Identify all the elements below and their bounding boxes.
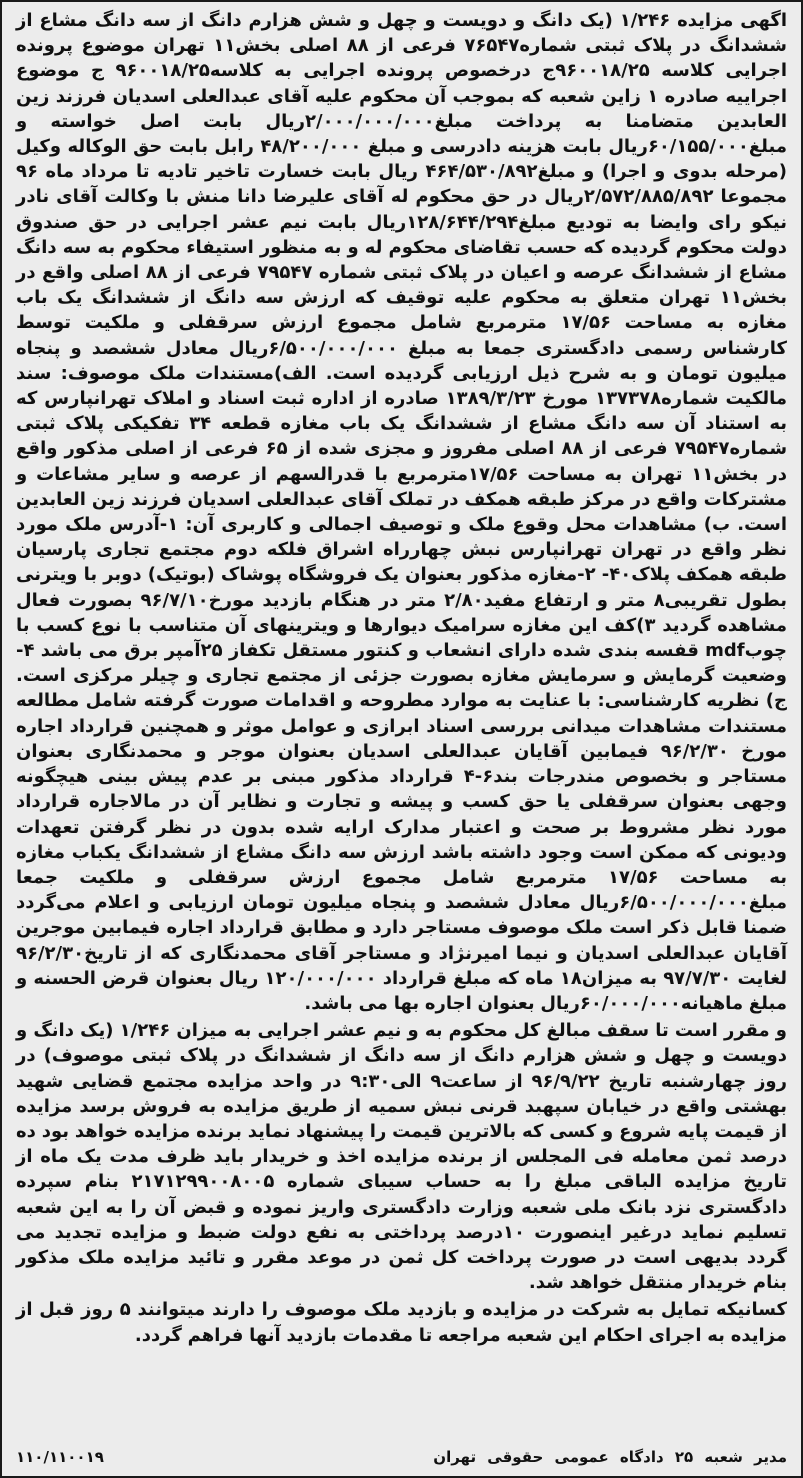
signature-line: مدیر شعبه ۲۵ دادگاه عمومی حقوقی تهران <box>433 1448 787 1466</box>
notice-footer <box>16 1448 787 1466</box>
notice-paragraph-terms: و مقرر است تا سقف مبالغ کل محکوم به و نیم عشر اجرایی به میزان ۱/۲۴۶ (یک دانگ و دویست و چهل و شش هزارم دانگ از سه دانگ از ششدانگ در پلاک ثبتی موصوف) در روز چهارشنبه تاریخ ۹۶/۹/۲۲ از ساعت۹ الی۹:۳۰ در واحد مزایده مجتمع قضایی شهید بهشتی واقع در خیابان سپهبد قرنی نبش سمیه از طریق مزایده به فروش برسد مزایده از قیمت پایه شروع و کسی که بالاترین قیمت را پیشنهاد نماید برنده مزایده خواهد بود ده درصد ثمن معامله فی المجلس از برنده مزایده اخذ و خریدار باید ظرف مدت یک ماه از تاریخ مزایده الباقی مبلغ را به حساب سیبای شماره ۲۱۷۱۲۹۹۰۰۸۰۰۵ بنام سپرده دادگستری نزد بانک ملی شعبه وزارت دادگستری واریز نموده و قبض آن را به این شعبه تسلیم نماید درغیر اینصورت ۱۰درصد پرداختی به نفع دولت ضبط و مزایده تجدید می گردد بدیهی است در صورت پرداخت کل ثمن در موعد مقرر و تائید مزایده ملک مذکور بنام خریدار منتقل خواهد شد. <box>16 1020 787 1294</box>
notice-paragraph-main: اگهی مزایده ۱/۲۴۶ (یک دانگ و دویست و چهل و شش هزارم دانگ از سه دانگ مشاع از ششدانگ در پلاک ثبتی شماره۷۶۵۴۷ فرعی از ۸۸ اصلی بخش۱۱ تهران موضوع پرونده اجرایی کلاسه ۹۶۰۰۱۸/۲۵ج درخصوص پرونده اجرایی به کلاسه۹۶۰۰۱۸/۲۵ ج موضوع اجراییه صادره ۱ زاین شعبه که بموجب آن محکوم علیه آقای عبدالعلی اسدیان فرزند زین العابدین متضامنا به پرداخت مبلغ۲/۰۰۰/۰۰۰/۰۰۰ریال بابت اصل خواسته و مبلغ۶۰/۱۵۵/۰۰۰ریال بابت هزینه دادرسی و مبلغ ۴۸/۲۰۰/۰۰۰ رابل بابت حق الوکاله وکیل (مرحله بدوی و اجرا) و مبلغ۴۶۴/۵۳۰/۸۹۲ ریال بابت خسارت تاخیر تادیه تا مرداد ماه ۹۶ مجموعا ۲/۵۷۲/۸۸۵/۸۹۲ریال در حق محکوم له آقای علیرضا دانا منش با وکالت آقای نادر نیکو رای وایضا به تودیع مبلغ۱۲۸/۶۴۴/۲۹۴ریال بابت نیم عشر اجرایی در حق صندوق دولت محکوم گردیده که حسب تقاضای محکوم له و به منظور استیفاء محکوم به سه دانگ مشاع از ششدانگ عرصه و اعیان در پلاک ثبتی شماره ۷۹۵۴۷ فرعی از ۸۸ اصلی واقع در بخش۱۱ تهران متعلق به محکوم علیه توقیف که ارزش سه دانگ از ششدانگ یک باب مغازه به مساحت ۱۷/۵۶ مترمربع شامل مجموع ارزش سرقفلی و ملکیت توسط کارشناس رسمی دادگستری جمعا به مبلغ ۶/۵۰۰/۰۰۰/۰۰۰ریال معادل ششصد و پنجاه میلیون تومان و به شرح ذیل ارزیابی گردیده است. الف)مستندات ملک موصوف: سند مالکیت شماره۱۳۷۳۷۸ مورخ ۱۳۸۹/۳/۲۳ صادره از اداره ثبت اسناد و املاک تهرانپارس که به استناد آن سه دانگ مشاع از ششدانگ یک باب مغازه قطعه ۳۴ تفکیکی پلاک ثبتی شماره۷۹۵۴۷ فرعی از ۸۸ اصلی مفروز و مجزی شده از ۶۵ فرعی از اصلی مذکور واقع در بخش۱۱ تهران به مساحت ۱۷/۵۶مترمربع با قدرالسهم از عرصه و سایر مشاعات و مشترکات واقع در مرکز طبقه همکف در تملک آقای عبدالعلی اسدیان فرزند زین العابدین است. ب) مشاهدات محل وقوع ملک و توصیف اجمالی و کاربری آن: ۱-آدرس ملک مورد نظر واقع در تهران تهرانپارس نبش چهارراه اشراق فلکه دوم مجتمع تجاری پارسیان طبقه همکف پلاک۴۰- ۲-مغازه مذکور بعنوان یک فروشگاه پوشاک (بوتیک) دوبر با ویترنی بطول تقریبی۸ متر و ارتفاع مفید۲/۸۰ متر در هنگام بازدید مورخ۹۶/۷/۱۰ بصورت فعال مشاهده گردید ۳)کف این مغازه سرامیک دیوارها و ویترینهای آن متناسب با نوع کسب با چوبmdf قفسه بندی شده دارای انشعاب و کنتور مستقل تکفاز ۲۵آمپر برق می باشد ۴-وضعیت گرمایش و سرمایش مغازه بصورت جزئی از مجتمع تجاری و چیلر مرکزی است. ج) نظریه کارشناسی: با عنایت به موارد مطروحه و اقدامات صورت گرفته شامل مطالعه مستندات مشاهدات میدانی بررسی اسناد ابرازی و عوامل موثر و همچنین قرارداد اجاره مورخ ۹۶/۲/۳۰ فیمابین آقایان عبدالعلی اسدیان بعنوان موجر و محمدنگاری بعنوان مستاجر و بخصوص مندرجات بند۶-۴ قرارداد مذکور مبنی بر عدم پیش بینی هیچگونه وجهی بعنوان سرقفلی یا حق کسب و پیشه و تجارت و نظایر آن در مالاجاره قرارداد مورد نظر مشروط بر صحت و اعتبار مدارک ارایه شده بدون در نظر گرفتن تعهدات ودیونی که ممکن است وجود داشته باشد ارزش سه دانگ مشاع از ششدانگ یکباب مغازه به مساحت ۱۷/۵۶ مترمربع شامل مجموع ارزش سرقفلی و ملکیت جمعا مبلغ۶/۵۰۰/۰۰۰/۰۰۰ریال معادل ششصد و پنجاه میلیون تومان ارزیابی و اعلام می‌گردد ضمنا قابل ذکر است ملک موصوف مستاجر دارد و مطابق قرارداد اجاره فیمابین موجرین آقایان عبدالعلی اسدیان و نیما امیرنژاد و مستاجر آقای محمدنگاری که از تاریخ۹۶/۲/۳۰ لغایت ۹۷/۷/۳۰ به میزان۱۸ ماه که مبلغ قرارداد ۱۲۰/۰۰۰/۰۰۰ ریال بعنوان قرض الحسنه و مبلغ ماهیانه۶۰/۰۰۰/۰۰۰ریال بعنوان اجاره بها می باشد. <box>16 10 788 1014</box>
notice-paragraph-visit: کسانیکه تمایل به شرکت در مزایده و بازدید ملک موصوف را دارند میتوانند ۵ روز قبل از مزایده به اجرای احکام این شعبه مراجعه تا مقدمات بازدید آنها فراهم گردد. <box>16 1299 787 1346</box>
notice-code: ۱۱۰/۱۱۰۰۱۹ <box>16 1448 104 1466</box>
